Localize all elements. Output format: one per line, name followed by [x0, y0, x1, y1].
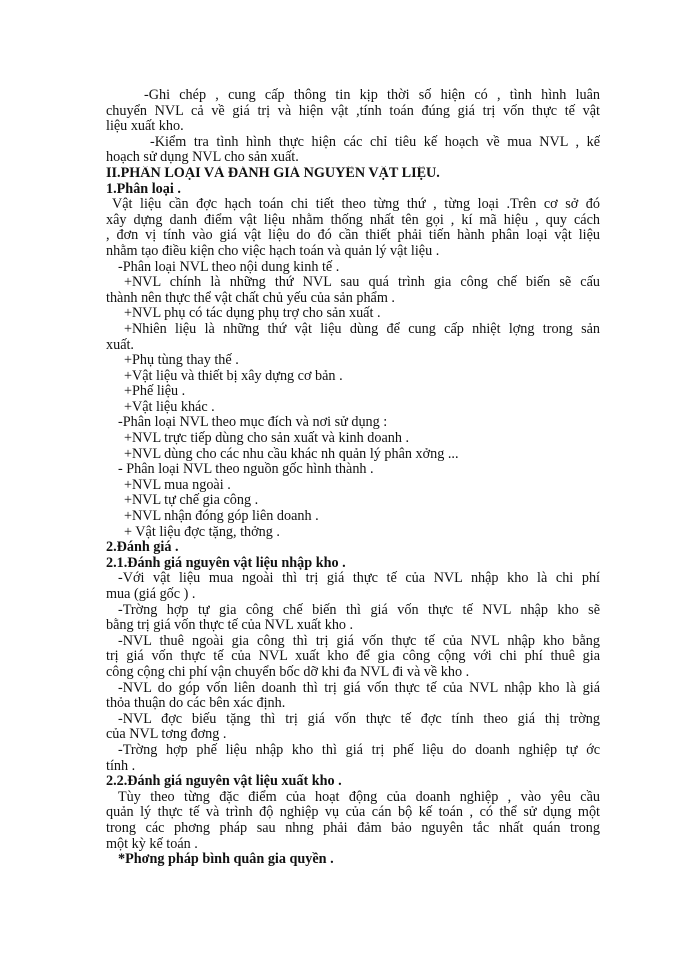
- text-line: tính .: [106, 758, 136, 774]
- text-line: -Ghi chép , cung cấp thông tin kịp thời số hiện có , tình hình luân: [144, 88, 600, 103]
- text-line: trị giá vốn thực tế của NVL xuất kho để gia công cộng với chi phí thuê gia: [106, 649, 600, 665]
- text-line: +NVL chính là những thứ NVL sau quá trình gia công chế biến sẽ cấu: [124, 275, 600, 291]
- text-line: +Vật liệu khác .: [124, 399, 215, 415]
- text-line: -Với vật liệu mua ngoài thì trị giá thực tế của NVL nhập kho là chi phí: [118, 571, 600, 587]
- text-line: Vật liệu cần đợc hạch toán chi tiết theo từng thứ , từng loại .Trên cơ sở đó: [112, 197, 600, 213]
- text-line: +NVL tự chế gia công .: [124, 493, 259, 509]
- text-line: +NVL trực tiếp dùng cho sản xuất và kinh doanh .: [124, 431, 410, 447]
- text-line: trong các phơng pháp sau nhng phải đảm bảo nguyên tắc nhất quán trong: [106, 820, 600, 836]
- text-line: -NVL do góp vốn liên doanh thì trị giá vốn thực tế của NVL nhập kho là giá: [118, 680, 600, 696]
- text-line: của NVL tơng đơng .: [106, 727, 227, 743]
- text-line: -Trờng hợp phế liệu nhập kho thì giá trị phế liệu do doanh nghiệp tự ớc: [118, 742, 600, 758]
- text-line: quản lý thực tế và trình độ nghiệp vụ của cán bộ kế toán , có thể sử dụng một: [106, 805, 600, 821]
- text-line: bằng trị giá vốn thực tế của NVL xuất kho .: [106, 618, 354, 634]
- text-line: -Phân loại NVL theo nội dung kinh tế .: [118, 259, 340, 275]
- text-line: thành nên thực thể vật chất chủ yếu của sản phẩm .: [106, 290, 395, 306]
- text-line: một kỳ kế toán .: [106, 836, 198, 852]
- text-line: +Phế liệu .: [124, 384, 186, 400]
- text-line: -NVL thuê ngoài gia công thì trị giá vốn thực tế của NVL nhập kho bằng: [118, 633, 600, 649]
- text-line: , đơn vị tính vào giá vật liệu do đó cần thiết phải tiến hành phân loại vật liệu: [106, 228, 600, 244]
- text-line: +Phụ tùng thay thế .: [124, 353, 239, 369]
- text-line: - Phân loại NVL theo nguồn gốc hình thành .: [118, 462, 374, 478]
- text-line: -NVL đợc biếu tặng thì trị giá vốn thực tế đợc tính theo giá thị trờng: [118, 711, 600, 727]
- text-line: *Phơng pháp bình quân gia quyền .: [118, 852, 334, 868]
- text-line: nhằm tạo điều kiện cho việc hạch toán và quản lý vật liệu .: [106, 243, 440, 259]
- text-line: công cộng chi phí vận chuyển bốc dỡ khi đa NVL đi và về kho .: [106, 664, 470, 680]
- text-line: -Kiểm tra tình hình thực hiện các chỉ tiêu kế hoạch về mua NVL , kế: [150, 134, 600, 150]
- text-line: +NVL dùng cho các nhu cầu khác nh quản lý phân xởng ...: [124, 446, 459, 462]
- text-line: 2.1.Đánh giá nguyên vật liệu nhập kho .: [106, 555, 346, 571]
- text-line: thỏa thuận do các bên xác định.: [106, 696, 286, 712]
- text-line: +Vật liệu và thiết bị xây dựng cơ bản .: [124, 368, 343, 384]
- text-line: 1.Phân loại .: [106, 181, 181, 197]
- text-line: -Phân loại NVL theo mục đích và nơi sử dụng :: [118, 415, 388, 431]
- text-line: Tùy theo từng đặc điểm của hoạt động của doanh nghiệp , vào yêu cầu: [118, 789, 600, 805]
- text-line: +NVL mua ngoài .: [124, 477, 231, 493]
- text-line: -Trờng hợp tự gia công chế biến thì giá vốn thực tế NVL nhập kho sẽ: [118, 602, 600, 618]
- text-line: mua (giá gốc ) .: [106, 587, 196, 602]
- text-line: II.PHÂN LOẠI VÀ ĐÁNH GIÁ NGUYÊN VẬT LIỆU.: [106, 165, 440, 181]
- document-page: [106, 88, 600, 868]
- text-line: +NVL phụ có tác dụng phụ trợ cho sản xuất .: [124, 306, 381, 322]
- text-line: 2.Đánh giá .: [106, 540, 179, 556]
- text-line: 2.2.Đánh giá nguyên vật liệu xuất kho .: [106, 774, 342, 790]
- text-line: xây dựng danh điểm vật liệu nhằm thống nhất tên gọi , kí mã hiệu , quy cách: [106, 212, 600, 228]
- text-line: xuất.: [106, 337, 134, 353]
- text-line: hoạch sử dụng NVL cho sản xuất.: [106, 150, 299, 166]
- text-line: liệu xuất kho.: [106, 119, 184, 135]
- text-line: +NVL nhận đóng góp liên doanh .: [124, 509, 319, 525]
- text-line: +Nhiên liệu là những thứ vật liệu dùng để cung cấp nhiệt lợng trong sản: [124, 321, 600, 337]
- text-line: + Vật liệu đợc tặng, thởng .: [124, 524, 280, 540]
- text-line: chuyển NVL cả về giá trị và hiện vật ,tính toán đúng giá trị vốn thực tế vật: [106, 103, 600, 119]
